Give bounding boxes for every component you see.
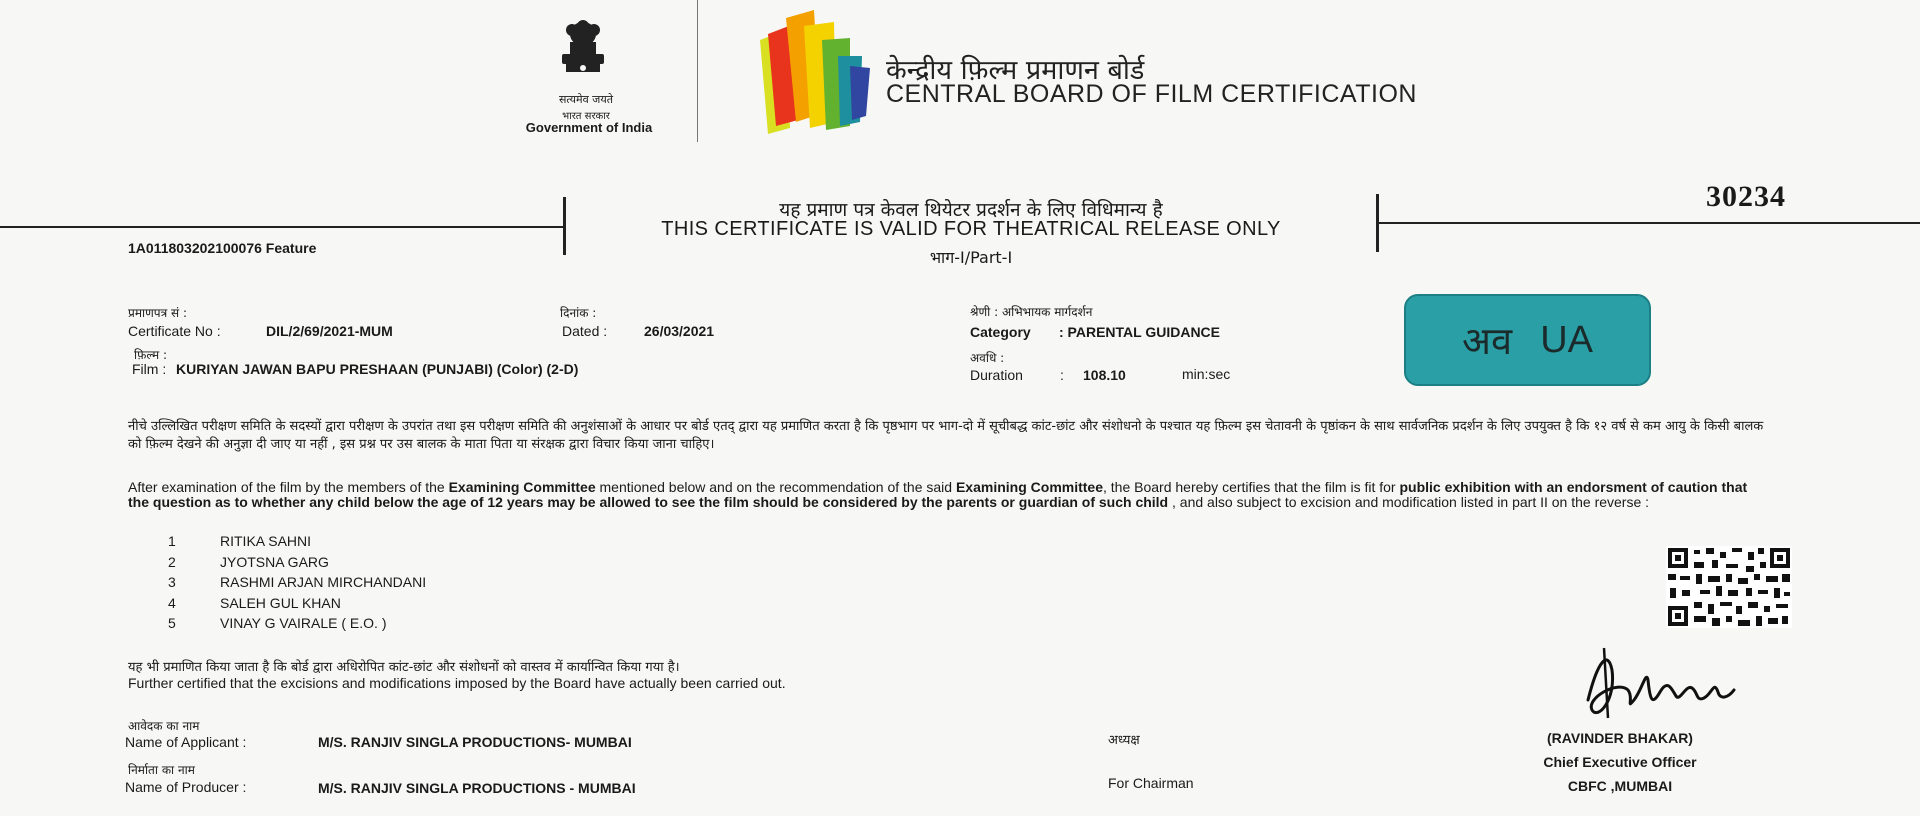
further-certified-english: Further certified that the excisions and modifications imposed by the Board have actually been carried out. xyxy=(128,675,786,691)
cbfc-logo-icon xyxy=(756,10,874,134)
emblem-motto: सत्यमेव जयते xyxy=(558,93,613,106)
cert-no-label: Certificate No : xyxy=(128,323,221,339)
signature-icon xyxy=(1568,640,1748,730)
badge-hindi: अव xyxy=(1462,319,1513,363)
gov-english: Government of India xyxy=(525,120,653,135)
cert-no-value: DIL/2/69/2021-MUM xyxy=(266,323,393,339)
signer-office: CBFC ,MUMBAI xyxy=(1567,778,1673,794)
gov-hindi: भारत सरकार xyxy=(562,111,610,122)
part-label: भाग-I/Part-I xyxy=(929,248,1013,267)
board-name-english: CENTRAL BOARD OF FILM CERTIFICATION xyxy=(886,80,1417,108)
date-label: Dated : xyxy=(562,323,608,339)
further-certified-hindi: यह भी प्रमाणित किया जाता है कि बोर्ड द्वारा अधिरोपित कांट-छांट और संशोधनों को वास्तव में कार्यान्वित किया गया है। xyxy=(128,660,680,675)
list-item: 1 RITIKA SAHNI xyxy=(168,533,312,549)
list-item: 3 RASHMI ARJAN MIRCHANDANI xyxy=(168,574,427,590)
reference-number: 1A011803202100076 Feature xyxy=(128,240,317,256)
chairman-label-hindi: अध्यक्ष xyxy=(1108,733,1140,748)
film-label: Film : xyxy=(132,361,167,377)
signer-name: (RAVINDER BHAKAR) xyxy=(1547,730,1693,746)
duration-unit: min:sec xyxy=(1182,366,1231,382)
validity-english: THIS CERTIFICATE IS VALID FOR THEATRICAL RELEASE ONLY xyxy=(661,218,1281,240)
certification-para-hindi: नीचे उल्लिखित परीक्षण समिति के सदस्यों द्वारा परीक्षण के उपरांत तथा इस परीक्षण समिति की अनुशंसाओं के आधार पर बोर्ड एतद् द्वारा यह प्रमाणित करता है कि पृष्ठभाग पर भाग-दो में सूचीबद्ध कांट-छांट और संशोधनो के पश्चात यह फ़िल्म इस चेतावनी के पृष्ठांकन के साथ सार्वजनिक प्रदर्शन के लिए उपयुक्त है कि १२ वर्ष से कम आयु के किसी बालक को फ़िल्म देखने की अनुज्ञा दी जाए या नहीं , इस प्रश्न पर उस बालक के माता पिता या संरक्षक द्वारा विचार किया जाना चाहिए। xyxy=(128,419,1764,452)
producer-label: Name of Producer : xyxy=(125,779,247,795)
date-value: 26/03/2021 xyxy=(644,323,715,339)
committee-members-list xyxy=(168,533,426,636)
list-item: 2 JYOTSNA GARG xyxy=(168,553,329,570)
band-line-left xyxy=(0,226,565,228)
qr-code-icon xyxy=(1666,546,1792,628)
list-item: 5 VINAY G VAIRALE ( E.O. ) xyxy=(168,615,387,631)
producer-label-hindi: निर्माता का नाम xyxy=(128,763,195,777)
category-label: Category xyxy=(970,324,1031,340)
header-divider xyxy=(697,0,698,142)
producer-value: M/S. RANJIV SINGLA PRODUCTIONS - MUMBAI xyxy=(318,780,636,796)
signer-title: Chief Executive Officer xyxy=(1543,754,1697,770)
band-bar-right xyxy=(1376,194,1379,252)
applicant-label: Name of Applicant : xyxy=(125,734,247,750)
film-value: KURIYAN JAWAN BAPU PRESHAAN (PUNJABI) (Color) (2-D) xyxy=(176,361,579,377)
category-label-hindi: श्रेणी : अभिभायक मार्गदर्शन xyxy=(970,305,1093,319)
badge-english: UA xyxy=(1540,318,1593,361)
board-name-hindi: केन्द्रीय फ़िल्म प्रमाणन बोर्ड xyxy=(886,55,1145,86)
serial-number: 30234 xyxy=(1706,180,1786,213)
band-line-right xyxy=(1378,222,1920,224)
ua-rating-badge xyxy=(1404,294,1651,386)
cert-no-label-hindi: प्रमाणपत्र सं : xyxy=(128,306,188,320)
duration-value: 108.10 xyxy=(1083,367,1126,383)
duration-label-hindi: अवधि : xyxy=(970,351,1005,365)
validity-hindi: यह प्रमाण पत्र केवल थियेटर प्रदर्शन के लिए विधिमान्य है xyxy=(779,199,1163,221)
date-label-hindi: दिनांक : xyxy=(560,306,597,320)
list-item: 4 SALEH GUL KHAN xyxy=(168,594,341,611)
chairman-label-english: For Chairman xyxy=(1108,775,1194,791)
duration-label: Duration xyxy=(970,367,1023,383)
duration-colon: : xyxy=(1060,367,1064,383)
national-emblem-icon xyxy=(548,14,618,92)
applicant-label-hindi: आवेदक का नाम xyxy=(128,719,200,733)
film-label-hindi: फ़िल्म : xyxy=(134,348,168,362)
category-value: : PARENTAL GUIDANCE xyxy=(1059,324,1220,340)
applicant-value: M/S. RANJIV SINGLA PRODUCTIONS- MUMBAI xyxy=(318,734,632,750)
certification-para-english: After examination of the film by the members of the Examining Committee mentioned below and on the recommendation of the said Examining Committee, the Board hereby certifies that the film is fit for public exhibition with an endorsment of caution that the question as to whether any child below the age of 12 years may be allowed to see the film should be considered by the parents or guardian of such child , and also subject to excision and modification listed in part II on the reverse : xyxy=(128,479,1748,510)
signatory-block xyxy=(1520,726,1720,798)
